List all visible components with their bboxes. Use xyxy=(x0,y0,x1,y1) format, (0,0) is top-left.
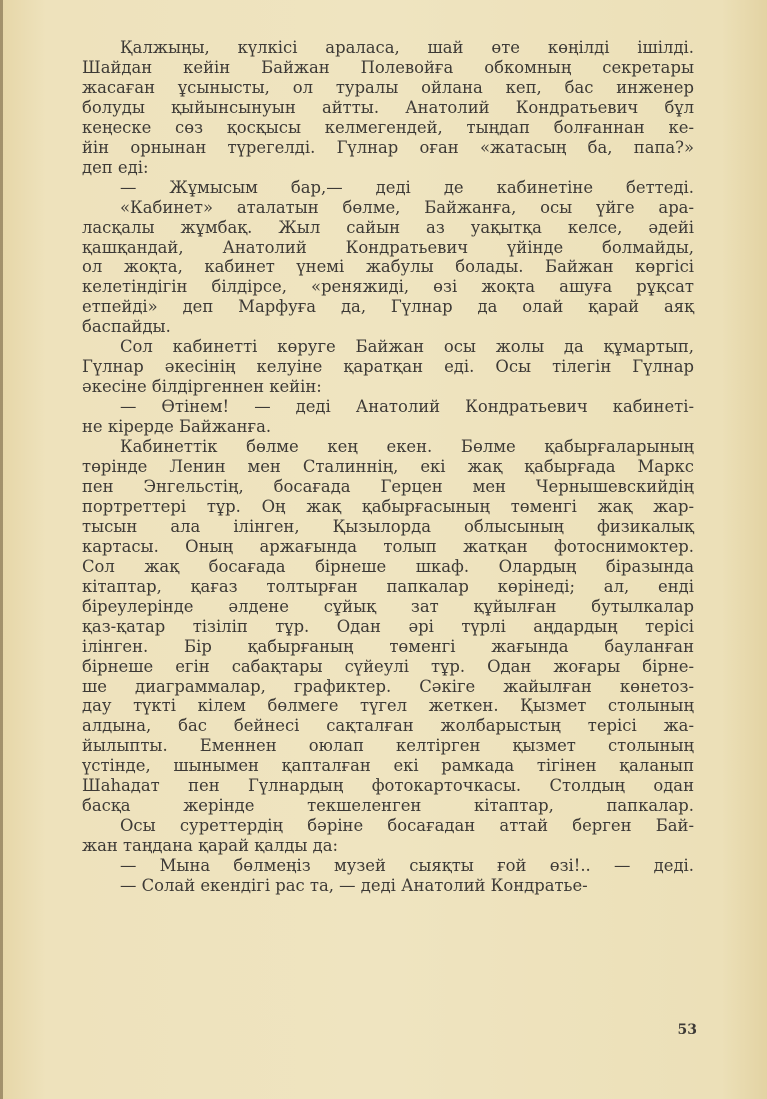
text-line: — Жұмысым бар,— деді де кабинетіне беттеді. xyxy=(120,177,694,197)
text-line: қашқандай, Анатолий Кондратьевич үйінде болмайды, xyxy=(82,237,694,257)
text-line: дау түкті кілем бөлмеге түгел жеткен. Қызмет столының xyxy=(82,696,694,716)
text-line: Гүлнар әкесінің келуіне қаратқан еді. Осы тілегін Гүлнар xyxy=(82,357,694,377)
paragraph xyxy=(82,178,694,198)
text-line: тысын ала ілінген, Қызылорда облысының физикалық xyxy=(82,516,694,536)
paragraph xyxy=(82,337,694,397)
text-line: қаз-қатар тізіліп тұр. Одан әрі түрлі аңдардың терісі xyxy=(82,616,694,636)
text-line: йін орнынан түрегелді. Гүлнар оған «жатасың ба, папа?» xyxy=(82,137,694,157)
paragraph xyxy=(82,876,694,896)
paragraph xyxy=(82,856,694,876)
text-line: «Кабинет» аталатын бөлме, Байжанға, осы үйге ара- xyxy=(120,197,694,217)
text-line: — Мына бөлмеңіз музей сыяқты ғой өзі!.. — деді. xyxy=(120,856,694,876)
paragraph xyxy=(82,816,694,856)
text-line: Қалжыңы, күлкісі араласа, шай өте көңілді ішілді. xyxy=(120,38,694,57)
text-line: портреттері тұр. Оң жақ қабырғасының төменгі жақ жар- xyxy=(82,496,694,516)
text-line: алдына, бас бейнесі сақталған жолбарыстың терісі жа- xyxy=(82,716,694,736)
text-line: жан таңдана қарай қалды да: xyxy=(82,836,339,856)
paragraph xyxy=(82,397,694,437)
text-line: ше диаграммалар, графиктер. Сәкіге жайылған көнетоз- xyxy=(82,676,694,696)
text-line: Кабинеттік бөлме кең екен. Бөлме қабырғаларының xyxy=(120,437,694,457)
text-line: жасаған ұсынысты, ол туралы ойлана кеп, бас инженер xyxy=(82,77,694,97)
text-line: — Өтінем! — деді Анатолий Кондратьевич кабинеті- xyxy=(120,397,694,417)
paragraph xyxy=(82,38,694,178)
text-line: деп еді: xyxy=(82,157,149,177)
text-line: кітаптар, қағаз толтырған папкалар көрінеді; ал, енді xyxy=(82,576,694,596)
text-line: етпейді» деп Марфуға да, Гүлнар да олай қарай аяқ xyxy=(82,297,694,317)
paragraph xyxy=(82,437,694,816)
paragraph xyxy=(82,198,694,338)
text-line: Осы суреттердің бәріне босағадан аттай берген Бай- xyxy=(120,816,694,836)
text-line: біреулерінде әлдене сұйық зат құйылған бутылкалар xyxy=(82,596,694,616)
text-line: үстінде, шынымен қапталған екі рамкада тігінен қаланып xyxy=(82,756,694,776)
text-line: келетіндігін білдірсе, «реняжиді, өзі жоқта ашуға рұқсат xyxy=(82,277,694,297)
text-line: не кірерде Байжанға. xyxy=(82,417,272,437)
text-line: картасы. Оның аржағында толып жатқан фотоснимоктер. xyxy=(82,536,694,556)
text-line: ласқалы жұмбақ. Жыл сайын аз уақытқа келсе, әдейі xyxy=(82,217,694,237)
text-line: Сол жақ босағада бірнеше шкаф. Олардың біразында xyxy=(82,556,694,576)
text-line: кеңеске сөз қосқысы келмегендей, тыңдап болғаннан ке- xyxy=(82,117,694,137)
text-line: бірнеше егін сабақтары сүйеулі тұр. Одан жоғары бірне- xyxy=(82,656,694,676)
text-line: ілінген. Бір қабырғаның төменгі жағында бауланған xyxy=(82,636,694,656)
text-line: басқа жерінде текшеленген кітаптар, папкалар. xyxy=(82,796,694,816)
text-line: төрінде Ленин мен Сталиннің, екі жақ қабырғада Маркс xyxy=(82,457,694,477)
text-line: Шайдан кейін Байжан Полевойға обкомның секретары xyxy=(82,57,694,77)
text-line: Сол кабинетті көруге Байжан осы жолы да құмартып, xyxy=(120,337,694,357)
page-text xyxy=(82,38,694,896)
text-line: йылыпты. Еменнен оюлап келтірген қызмет столының xyxy=(82,736,694,756)
text-line: ол жоқта, кабинет үнемі жабулы болады. Байжан көргісі xyxy=(82,257,694,277)
text-line: баспайды. xyxy=(82,317,171,337)
text-line: пен Энгельстің, босағада Герцен мен Чернышевскийдің xyxy=(82,476,694,496)
page-spine-edge xyxy=(0,0,3,1099)
text-line: — Солай екендігі рас та, — деді Анатолий Кондратье- xyxy=(120,876,588,896)
text-line: Шаһадат пен Гүлнардың фотокарточкасы. Столдың одан xyxy=(82,776,694,796)
text-line: әкесіне білдіргеннен кейін: xyxy=(82,377,322,397)
page-number: 53 xyxy=(677,1022,697,1038)
text-line: болуды қыйынсынуын айтты. Анатолий Кондратьевич бұл xyxy=(82,97,694,117)
